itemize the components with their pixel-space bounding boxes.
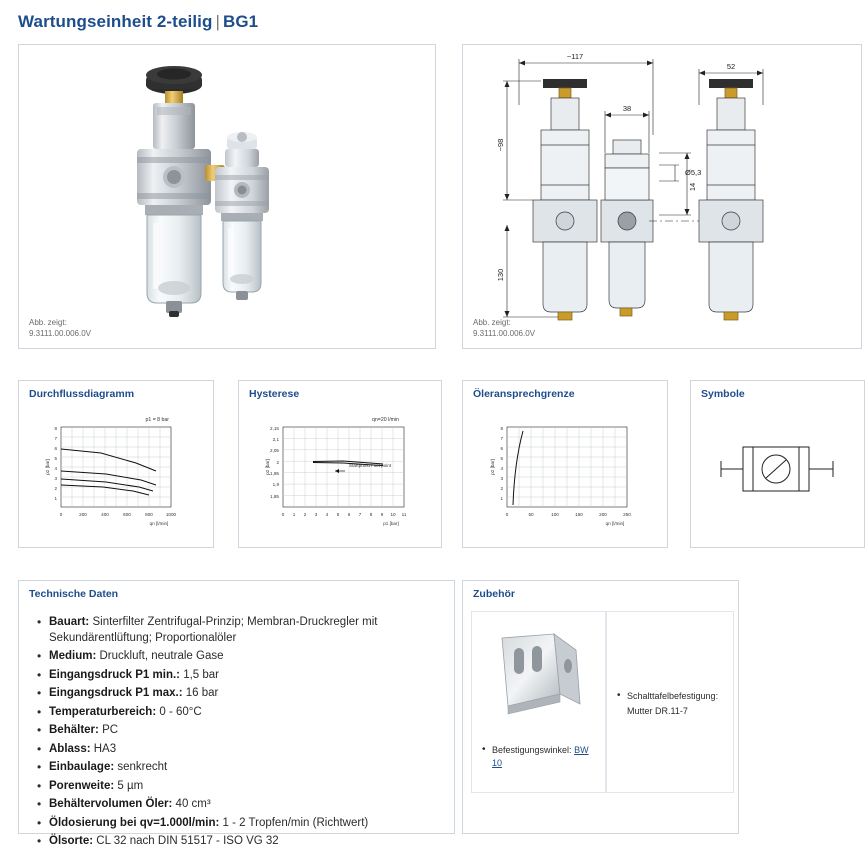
tech-label: Eingangsdruck P1 max.: bbox=[49, 687, 183, 700]
svg-text:9: 9 bbox=[380, 512, 384, 517]
tech-value: CL 32 nach DIN 51517 - ISO VG 32 bbox=[96, 835, 279, 848]
dim-right-width: 52 bbox=[726, 62, 736, 71]
svg-text:250: 250 bbox=[623, 512, 631, 517]
accessory-card-bracket[interactable] bbox=[471, 611, 606, 793]
tech-value: PC bbox=[102, 724, 119, 737]
photo-caption-line1: Abb. zeigt: bbox=[29, 318, 67, 328]
list-item bbox=[37, 649, 444, 665]
list-item bbox=[37, 797, 444, 813]
accessory-panel-mount-line2: Mutter DR.11-7 bbox=[627, 706, 688, 717]
accessories-title: Zubehör bbox=[473, 588, 515, 600]
svg-text:150: 150 bbox=[575, 512, 583, 517]
accessory-card-panel-mount[interactable] bbox=[606, 611, 734, 793]
svg-text:qn [l/min]: qn [l/min] bbox=[149, 521, 169, 526]
svg-text:600: 600 bbox=[123, 512, 131, 517]
accessories-panel bbox=[462, 580, 739, 834]
svg-text:7: 7 bbox=[358, 512, 362, 517]
mounting-bracket-image bbox=[480, 620, 598, 730]
svg-text:0: 0 bbox=[59, 512, 63, 517]
list-item bbox=[37, 686, 444, 702]
tech-value: 16 bar bbox=[185, 687, 219, 700]
svg-text:5: 5 bbox=[336, 512, 340, 517]
svg-text:7: 7 bbox=[500, 436, 503, 441]
page-title-sub: BG1 bbox=[222, 12, 259, 31]
tech-label: Eingangsdruck P1 min.: bbox=[49, 668, 180, 681]
list-item bbox=[37, 615, 444, 646]
svg-text:200: 200 bbox=[599, 512, 607, 517]
page-title-main: Wartungseinheit 2-teilig bbox=[18, 12, 213, 31]
svg-text:1,85: 1,85 bbox=[270, 494, 279, 499]
svg-text:7: 7 bbox=[54, 436, 57, 441]
pneumatic-symbol bbox=[691, 415, 864, 535]
svg-text:3: 3 bbox=[314, 512, 318, 517]
hysteresis-diagram-title: Hysterese bbox=[249, 388, 300, 400]
svg-text:4: 4 bbox=[325, 512, 329, 517]
dimension-drawing-panel bbox=[462, 44, 862, 349]
accessory-panel-mount-line1: • Schalttafelbefestigung: bbox=[627, 691, 719, 701]
svg-text:8: 8 bbox=[500, 426, 503, 431]
tech-label: Ablass: bbox=[49, 742, 91, 755]
list-item bbox=[37, 779, 444, 795]
svg-text:8: 8 bbox=[369, 512, 373, 517]
flow-diagram-panel bbox=[18, 380, 214, 548]
tech-value: Sinterfilter Zentrifugal-Prinzip; Membran-Druckregler mit Sekundärentlüftung; Proportionalöler bbox=[49, 616, 378, 644]
svg-text:2: 2 bbox=[276, 460, 279, 465]
accessory-label-panel-mount bbox=[617, 690, 729, 718]
hysteresis-diagram-panel bbox=[238, 380, 442, 548]
page-title-separator: | bbox=[215, 12, 220, 31]
list-item bbox=[37, 668, 444, 684]
svg-text:3: 3 bbox=[54, 476, 57, 481]
tech-label: Medium: bbox=[49, 650, 97, 663]
tech-label: Porenweite: bbox=[49, 779, 115, 792]
svg-text:6: 6 bbox=[54, 446, 57, 451]
hysteresis-annotation: qn=20 l/min bbox=[372, 417, 399, 423]
photo-caption-line2: 9.3111.00.006.0V bbox=[29, 329, 91, 339]
flow-diagram-title: Durchflussdiagramm bbox=[29, 388, 135, 400]
dim-height-bowl: 130 bbox=[496, 268, 505, 282]
svg-text:1: 1 bbox=[500, 496, 503, 501]
dim-height-top: ~98 bbox=[496, 138, 505, 152]
dimension-caption-line1: Abb. zeigt: bbox=[473, 318, 511, 328]
oil-response-diagram-title: Öleransprechgrenze bbox=[473, 388, 575, 400]
svg-text:p1 [bar]: p1 [bar] bbox=[383, 521, 399, 526]
tech-value: 40 cm³ bbox=[175, 798, 211, 811]
svg-text:4: 4 bbox=[500, 466, 503, 471]
svg-text:2: 2 bbox=[54, 486, 57, 491]
flow-diagram-chart bbox=[19, 409, 213, 539]
dim-mid-width: 38 bbox=[622, 104, 632, 113]
technical-data-title: Technische Daten bbox=[29, 588, 119, 600]
dim-overall-width: ~117 bbox=[566, 52, 584, 61]
svg-text:200: 200 bbox=[79, 512, 87, 517]
svg-text:4: 4 bbox=[54, 466, 57, 471]
svg-text:2,05: 2,05 bbox=[270, 448, 279, 453]
svg-text:5: 5 bbox=[500, 456, 503, 461]
svg-text:p2 [bar]: p2 [bar] bbox=[265, 459, 270, 475]
svg-text:1,95: 1,95 bbox=[270, 471, 279, 476]
list-item bbox=[37, 705, 444, 721]
svg-text:6: 6 bbox=[347, 512, 351, 517]
tech-label: Ölsorte: bbox=[49, 835, 94, 848]
dimension-caption-line2: 9.3111.00.006.0V bbox=[473, 329, 535, 339]
svg-text:10: 10 bbox=[390, 512, 396, 517]
svg-text:p2 [bar]: p2 [bar] bbox=[45, 459, 50, 475]
svg-text:1000: 1000 bbox=[165, 512, 177, 517]
svg-text:2: 2 bbox=[500, 486, 503, 491]
tech-value: 5 µm bbox=[117, 779, 144, 792]
flow-annotation: p1 = 8 bar bbox=[145, 417, 169, 423]
accessory-bracket-link[interactable]: BW 10 bbox=[492, 744, 589, 768]
svg-text:qn [l/min]: qn [l/min] bbox=[605, 521, 625, 526]
accessory-bracket-text: Befestigungswinkel: bbox=[492, 744, 572, 755]
product-photo-panel bbox=[18, 44, 436, 349]
tech-value: senkrecht bbox=[117, 761, 168, 774]
tech-label: Einbaulage: bbox=[49, 761, 115, 774]
oil-response-chart bbox=[463, 409, 667, 539]
dimension-drawing bbox=[463, 45, 861, 320]
svg-text:6: 6 bbox=[500, 446, 503, 451]
svg-text:p2 [bar]: p2 [bar] bbox=[490, 459, 495, 475]
svg-text:3: 3 bbox=[500, 476, 503, 481]
svg-text:1: 1 bbox=[292, 512, 296, 517]
list-item bbox=[37, 760, 444, 776]
svg-text:2: 2 bbox=[303, 512, 307, 517]
hysteresis-diagram-chart bbox=[239, 409, 441, 539]
symbols-panel bbox=[690, 380, 865, 548]
tech-value: 0 - 60°C bbox=[159, 705, 202, 718]
tech-value: 1 - 2 Tropfen/min (Richtwert) bbox=[222, 816, 369, 829]
tech-label: Öldosierung bei qv=1.000l/min: bbox=[49, 816, 220, 829]
symbols-title: Symbole bbox=[701, 388, 745, 400]
page-title bbox=[18, 12, 258, 32]
svg-text:5: 5 bbox=[54, 456, 57, 461]
dim-diameter: Ø5,3 bbox=[685, 168, 702, 177]
list-item bbox=[37, 723, 444, 739]
technical-data-list bbox=[37, 615, 444, 853]
svg-text:50: 50 bbox=[528, 512, 534, 517]
dim-small: 14 bbox=[688, 182, 697, 192]
hysteresis-marker-label: Startpunkt / set point bbox=[349, 463, 392, 468]
svg-text:100: 100 bbox=[551, 512, 559, 517]
svg-text:400: 400 bbox=[101, 512, 109, 517]
tech-label: Temperaturbereich: bbox=[49, 705, 157, 718]
technical-data-panel bbox=[18, 580, 455, 848]
svg-text:800: 800 bbox=[145, 512, 153, 517]
svg-text:0: 0 bbox=[505, 512, 509, 517]
svg-text:8: 8 bbox=[54, 426, 57, 431]
photo-caption bbox=[29, 318, 91, 340]
svg-text:1,9: 1,9 bbox=[272, 482, 279, 487]
tech-value: HA3 bbox=[93, 742, 117, 755]
svg-text:11: 11 bbox=[401, 512, 407, 517]
accessory-label-bracket bbox=[482, 744, 600, 770]
tech-label: Bauart: bbox=[49, 616, 90, 628]
dimension-caption bbox=[473, 318, 535, 340]
list-item bbox=[37, 816, 444, 832]
tech-value: 1,5 bar bbox=[183, 668, 220, 681]
list-item bbox=[37, 742, 444, 758]
svg-text:2,1: 2,1 bbox=[272, 437, 279, 442]
list-item bbox=[37, 834, 444, 850]
svg-text:0: 0 bbox=[281, 512, 285, 517]
oil-response-diagram-panel bbox=[462, 380, 668, 548]
tech-label: Behältervolumen Öler: bbox=[49, 798, 173, 811]
product-photo bbox=[19, 45, 435, 320]
tech-value: Druckluft, neutrale Gase bbox=[99, 650, 224, 663]
svg-text:2,15: 2,15 bbox=[270, 426, 279, 431]
svg-text:1: 1 bbox=[54, 496, 57, 501]
tech-label: Behälter: bbox=[49, 724, 99, 737]
